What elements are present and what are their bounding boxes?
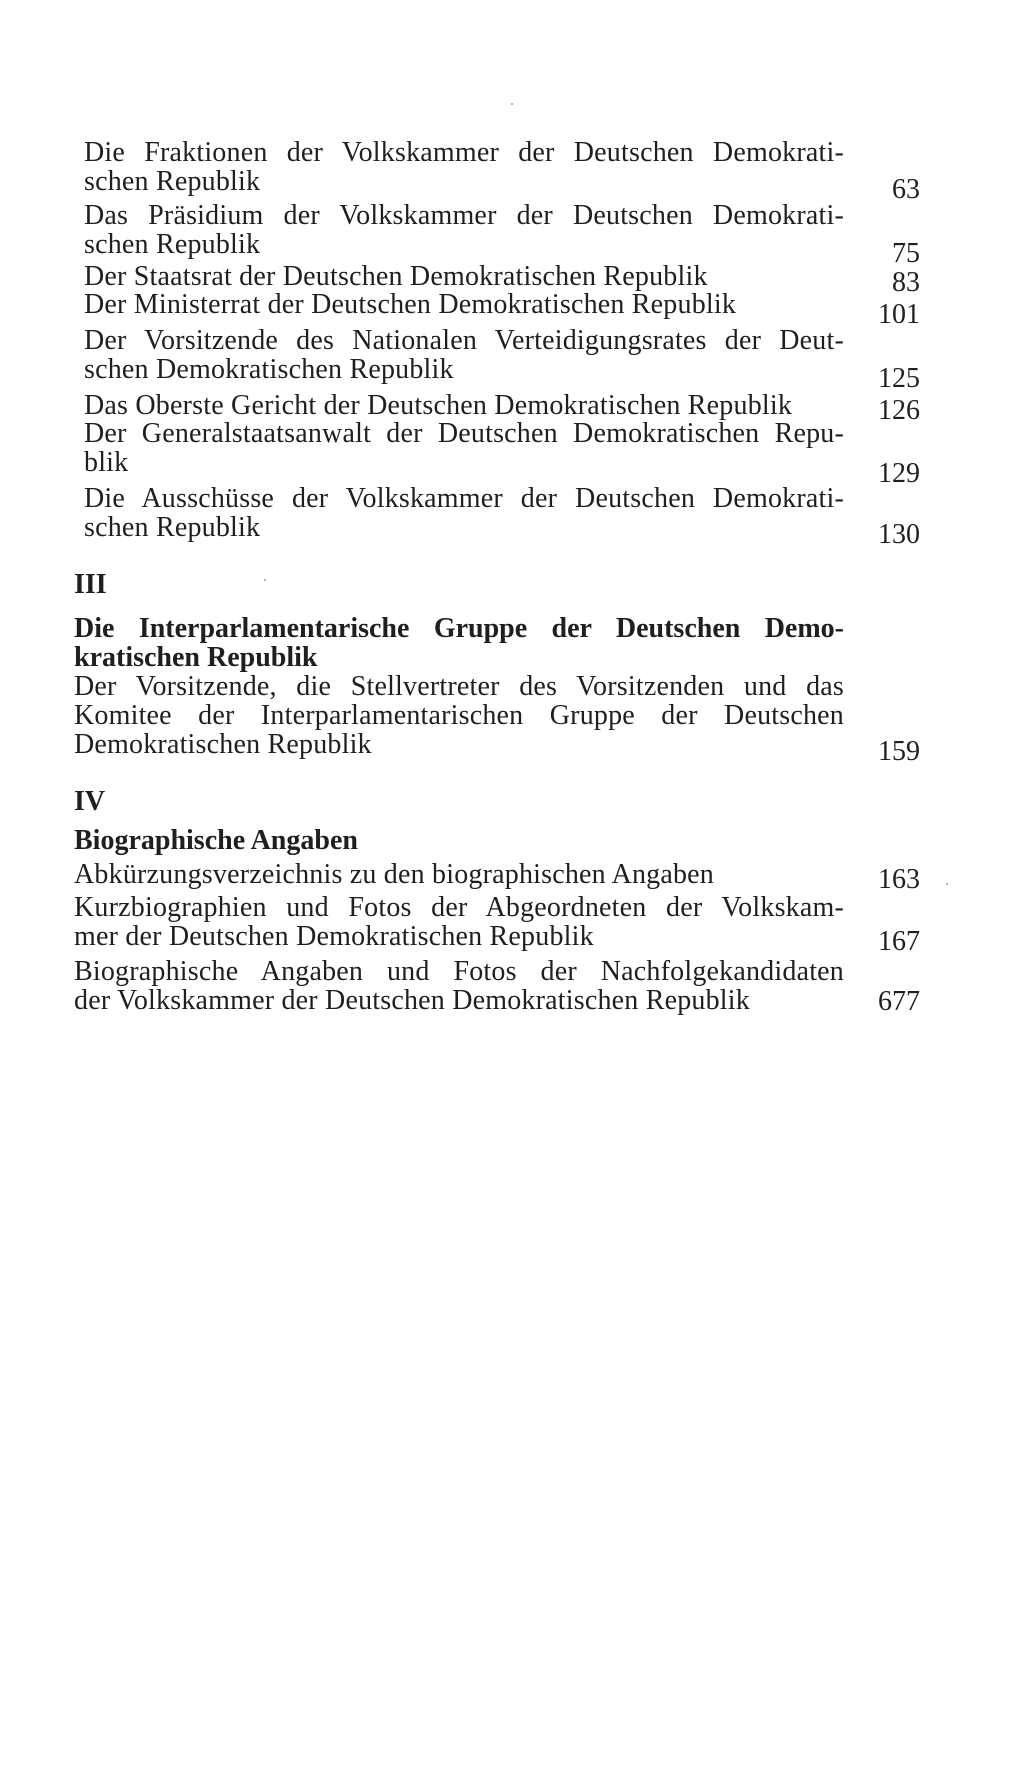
toc-page-number: 63: [892, 174, 920, 205]
toc-entry-generalstaatsanwalt: [84, 419, 844, 477]
toc-entry-ausschuesse: [84, 484, 844, 542]
toc-entry-line: Der Staatsrat der Deutschen Demokratischen Republik: [84, 261, 708, 292]
section-numeral: IV: [74, 786, 106, 817]
toc-page-number: 163: [878, 864, 920, 895]
scan-speck: [264, 579, 266, 581]
scan-speck: [511, 103, 513, 105]
toc-entry-kurzbiographien: [74, 893, 844, 951]
toc-entry-line: Abkürzungsverzeichnis zu den biographischen Angaben: [74, 859, 715, 890]
toc-page-number: 159: [878, 736, 920, 767]
section-heading: [74, 614, 844, 672]
toc-page-number: 101: [878, 299, 920, 330]
toc-entry-line: Die Fraktionen der Volkskammer der Deutschen Demokrati-: [84, 137, 844, 168]
toc-page-number: 125: [878, 363, 920, 394]
section-heading-line: kratischen Republik: [74, 642, 318, 673]
toc-page-number: 130: [878, 519, 920, 550]
toc-page-number: 83: [892, 267, 920, 298]
toc-entry-line: Komitee der Interparlamentarischen Gruppe der Deutschen: [74, 700, 844, 731]
toc-page-number: 167: [878, 926, 920, 957]
toc-entry-ipg-komitee: [74, 672, 844, 759]
toc-entry-line: Der Generalstaatsanwalt der Deutschen Demokratischen Repu-: [84, 418, 844, 449]
toc-page-number: 75: [892, 238, 920, 269]
toc-entry-line: Der Vorsitzende, die Stellvertreter des Vorsitzenden und das: [74, 671, 844, 702]
toc-entry-line: schen Demokratischen Republik: [84, 354, 454, 385]
toc-entry-ministerrat: [84, 290, 844, 319]
section-numeral: III: [74, 569, 107, 600]
toc-entry-line: der Volkskammer der Deutschen Demokratischen Republik: [74, 985, 750, 1016]
toc-entry-line: Der Vorsitzende des Nationalen Verteidigungsrates der Deut-: [84, 325, 844, 356]
toc-page-number: 677: [878, 986, 920, 1017]
toc-page-number: 129: [878, 458, 920, 489]
toc-entry-staatsrat: [84, 262, 844, 291]
section-heading-line: Biographische Angaben: [74, 825, 358, 856]
scan-speck: [946, 883, 948, 885]
toc-entry-abkuerzungen: [74, 860, 844, 889]
toc-entry-line: mer der Deutschen Demokratischen Republik: [74, 921, 594, 952]
toc-entry-fraktionen: [84, 138, 844, 196]
toc-entry-verteidigungsrat: [84, 326, 844, 384]
toc-entry-line: Das Oberste Gericht der Deutschen Demokratischen Republik: [84, 390, 793, 421]
toc-entry-line: Der Ministerrat der Deutschen Demokratischen Republik: [84, 289, 737, 320]
toc-entry-line: Kurzbiographien und Fotos der Abgeordneten der Volkskam-: [74, 892, 844, 923]
toc-entry-praesidium: [84, 201, 844, 259]
toc-entry-line: Die Ausschüsse der Volkskammer der Deutschen Demokrati-: [84, 483, 844, 514]
toc-entry-line: Biographische Angaben und Fotos der Nachfolgekandidaten: [74, 956, 844, 987]
toc-entry-line: schen Republik: [84, 166, 261, 197]
toc-page-number: 126: [878, 395, 920, 426]
toc-entry-line: schen Republik: [84, 512, 261, 543]
toc-entry-line: blik: [84, 447, 129, 478]
toc-entry-line: schen Republik: [84, 229, 261, 260]
toc-entry-line: Demokratischen Republik: [74, 729, 372, 760]
section-heading: [74, 826, 844, 855]
toc-entry-nachfolgekandidaten: [74, 957, 844, 1015]
toc-entry-oberstes-gericht: [84, 391, 844, 420]
toc-entry-line: Das Präsidium der Volkskammer der Deutschen Demokrati-: [84, 200, 844, 231]
section-heading-line: Die Interparlamentarische Gruppe der Deutschen Demo-: [74, 613, 844, 644]
